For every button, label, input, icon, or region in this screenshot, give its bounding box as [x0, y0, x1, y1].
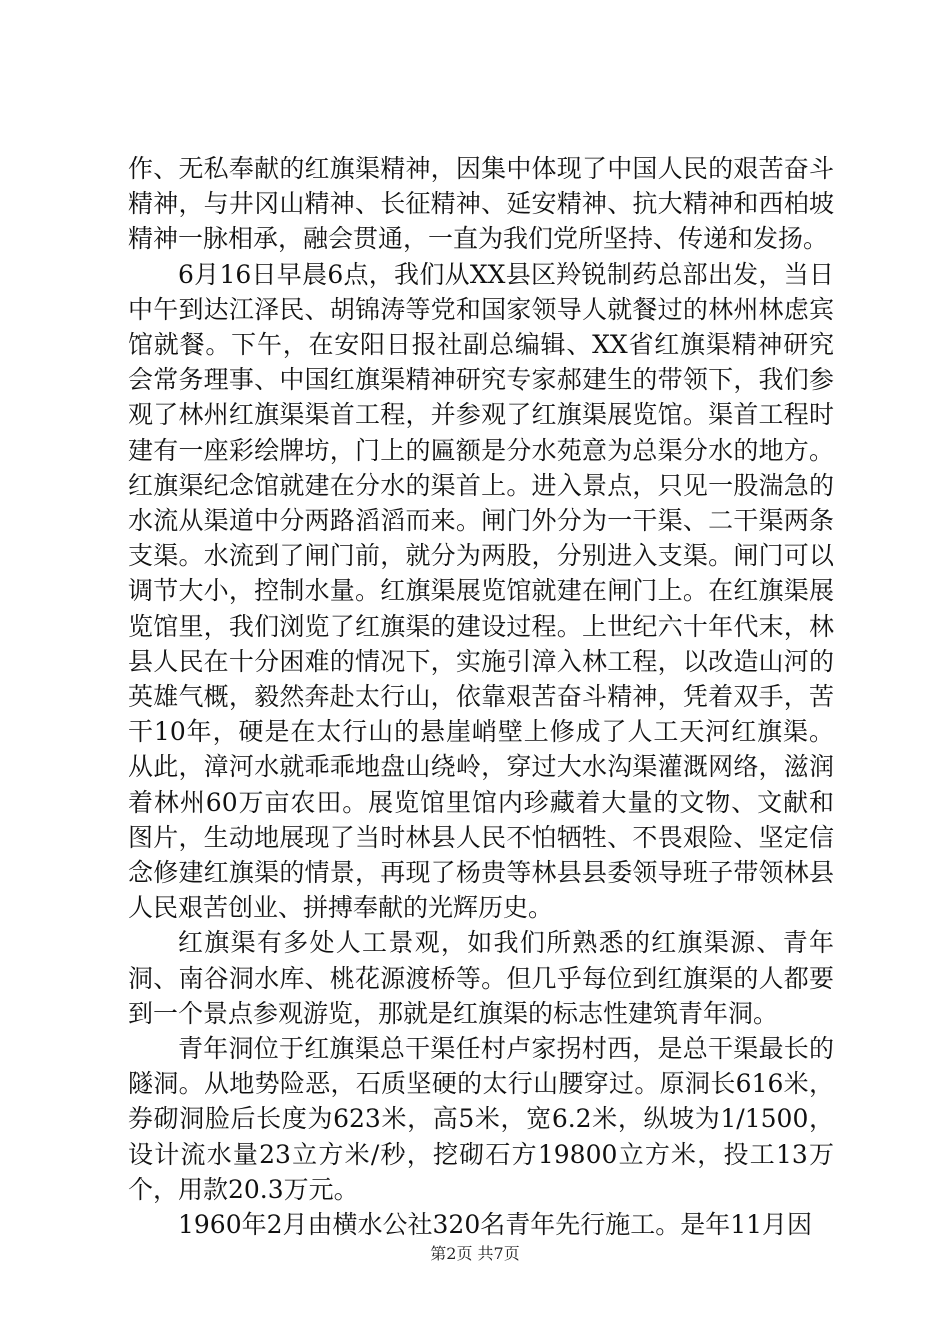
document-body — [128, 151, 834, 1242]
paragraph: 红旗渠有多处人工景观，如我们所熟悉的红旗渠源、青年洞、南谷洞水库、桃花源渡桥等。但几乎每位到红旗渠的人都要到一个景点参观游览，那就是红旗渠的标志性建筑青年洞。 — [128, 928, 834, 1028]
paragraph: 青年洞位于红旗渠总干渠任村卢家拐村西，是总干渠最长的隧洞。从地势险恶，石质坚硬的太行山腰穿过。原洞长616米，券砌洞脸后长度为623米，高5米，宽6.2米，纵坡为1/1500，设计流水量23立方米/秒，挖砌石方19800立方米，投工13万个，用款20.3万元。 — [128, 1034, 834, 1204]
paragraph: 1960年2月由横水公社320名青年先行施工。是年11月因 — [178, 1210, 813, 1240]
paragraph: 6月16日早晨6点，我们从XX县区羚锐制药总部出发，当日中午到达江泽民、胡锦涛等党和国家领导人就餐过的林州林虑宾馆就餐。下午，在安阳日报社副总编辑、XX省红旗渠精神研究会常务理事、中国红旗渠精神研究专家郝建生的带领下，我们参观了林州红旗渠渠首工程，并参观了红旗渠展览馆。渠首工程时建有一座彩绘牌坊，门上的匾额是分水苑意为总渠分水的地方。红旗渠纪念馆就建在分水的渠首上。进入景点，只见一股湍急的水流从渠道中分两路滔滔而来。闸门外分为一干渠、二干渠两条支渠。水流到了闸门前，就分为两股，分别进入支渠。闸门可以调节大小，控制水量。红旗渠展览馆就建在闸门上。在红旗渠展览馆里，我们浏览了红旗渠的建设过程。上世纪六十年代末，林县人民在十分困难的情况下，实施引漳入林工程，以改造山河的英雄气概，毅然奔赴太行山，依靠艰苦奋斗精神，凭着双手，苦干10年，硬是在太行山的悬崖峭壁上修成了人工天河红旗渠。从此，漳河水就乖乖地盘山绕岭，穿过大水沟渠灌溉网络，滋润着林州60万亩农田。展览馆里馆内珍藏着大量的文物、文献和图片，生动地展现了当时林县人民不怕牺牲、不畏艰险、坚定信念修建红旗渠的情景，再现了杨贵等林县县委领导班子带领林县人民艰苦创业、拼搏奉献的光辉历史。 — [128, 259, 834, 923]
page-number-footer: 第2页 共7页 — [430, 1244, 520, 1263]
paragraph: 作、无私奉献的红旗渠精神，因集中体现了中国人民的艰苦奋斗精神，与井冈山精神、长征精神、延安精神、抗大精神和西柏坡精神一脉相承，融会贯通，一直为我们党所坚持、传递和发扬。 — [128, 154, 834, 254]
